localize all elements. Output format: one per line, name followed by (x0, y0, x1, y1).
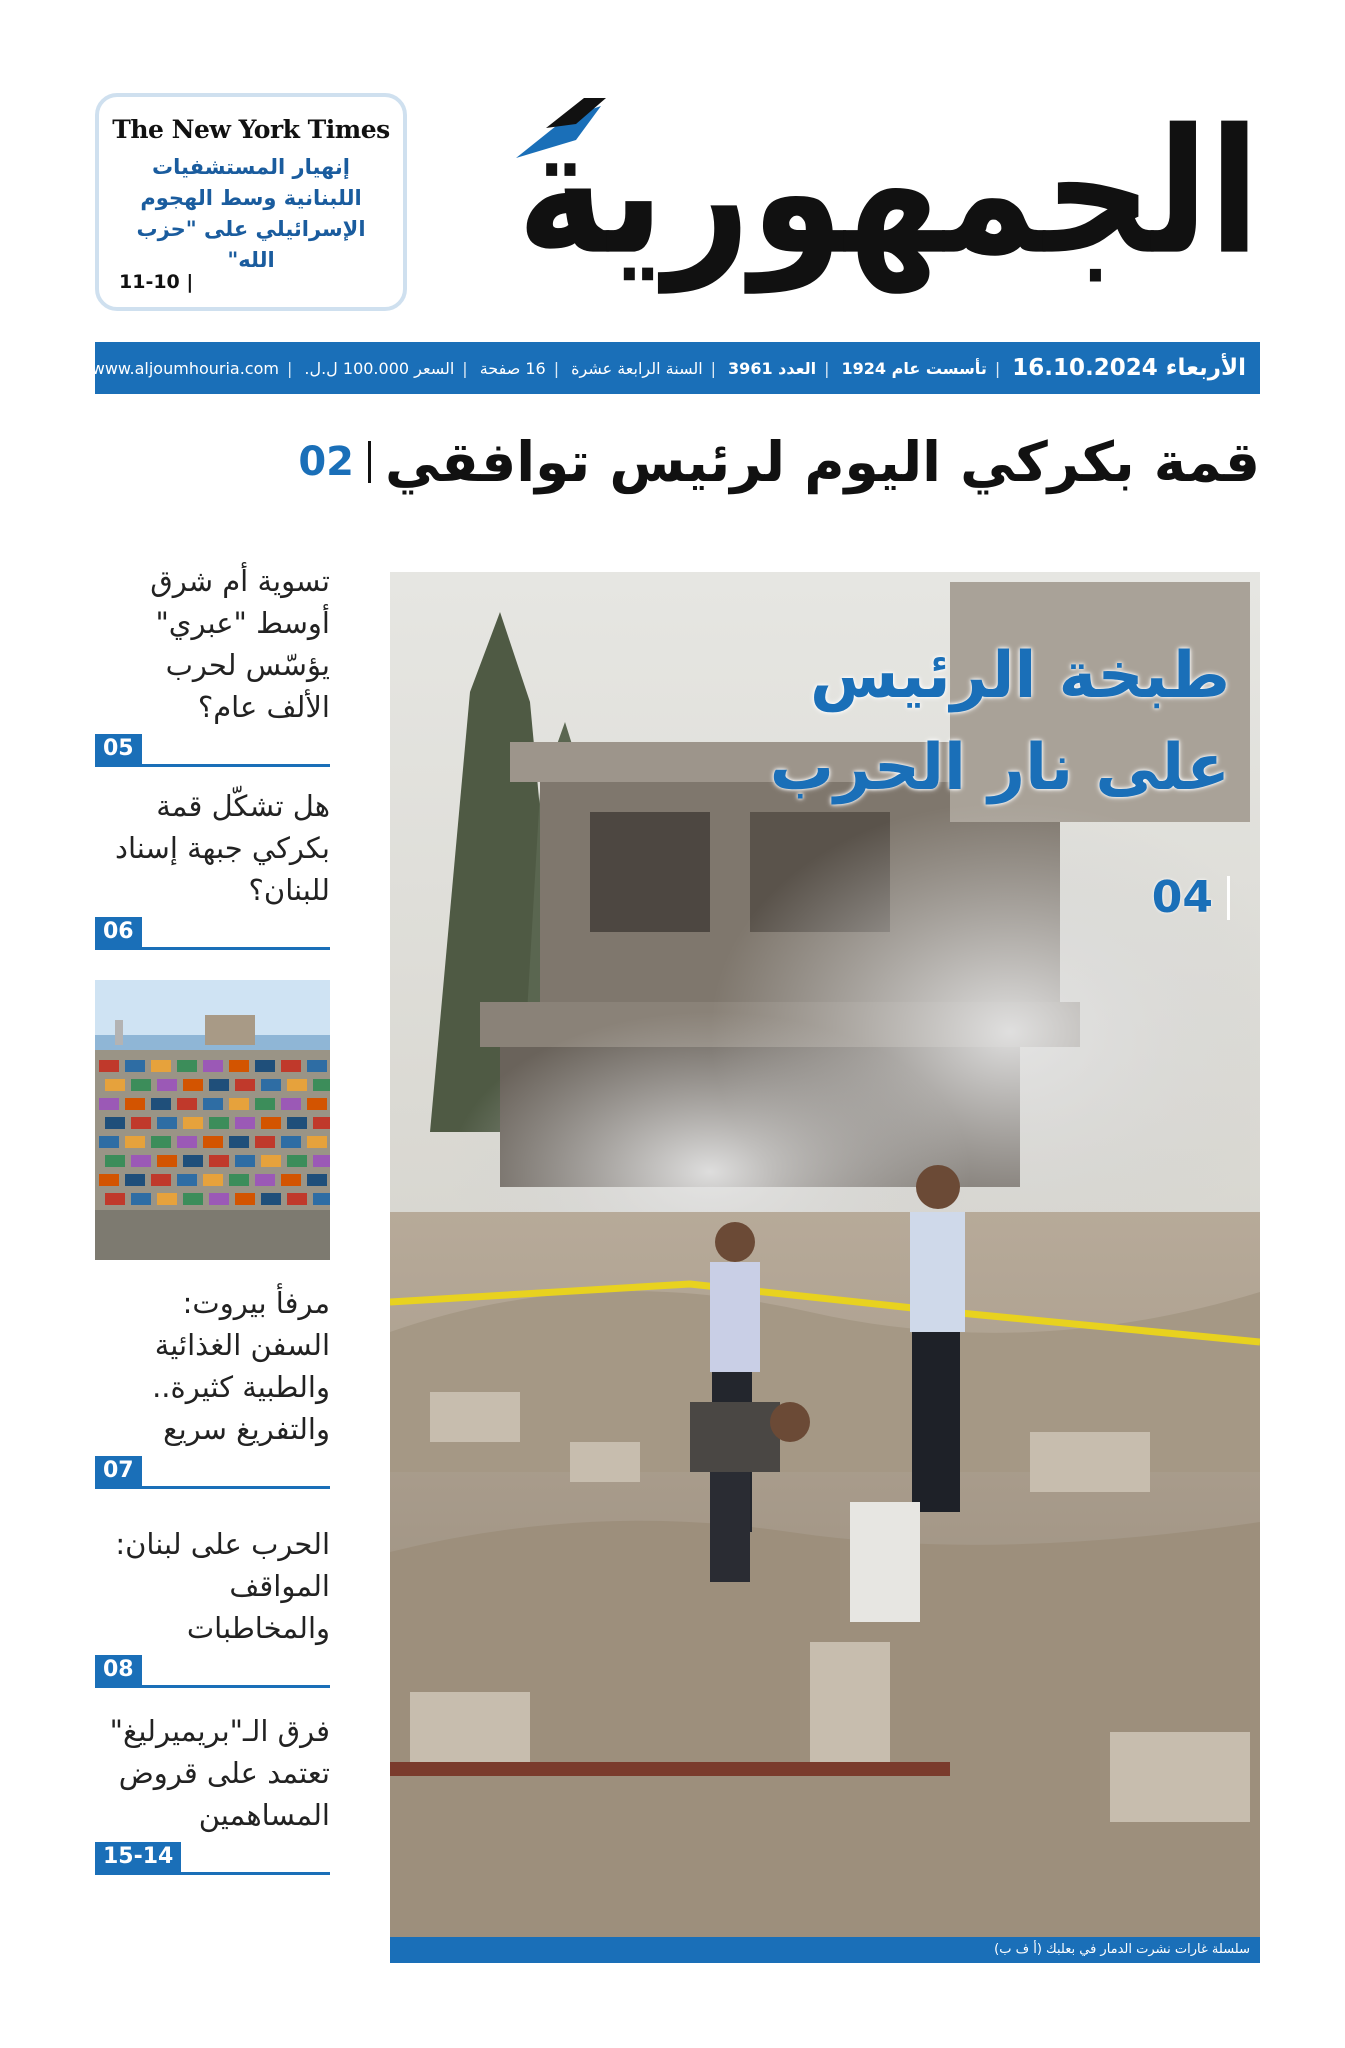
sidebar-page-tag (95, 917, 330, 950)
sidebar-page-tag (95, 1842, 330, 1875)
separator: | (994, 358, 1001, 378)
sidebar-story-text: مرفأ بيروت: السفن الغذائية والطبية كثيرة.. والتفريغ سريع (152, 1286, 330, 1446)
container-shape (209, 1117, 229, 1129)
photo-caption (390, 1937, 1260, 1963)
container-shape (229, 1174, 249, 1186)
container-shape (229, 1060, 249, 1072)
container-shape (157, 1193, 177, 1205)
container-shape (255, 1174, 275, 1186)
container-shape (183, 1155, 203, 1167)
container-shape (125, 1136, 145, 1148)
container-shape (261, 1079, 281, 1091)
container-shape (151, 1060, 171, 1072)
container-shape (203, 1098, 223, 1110)
container-shape (125, 1060, 145, 1072)
container-shape (313, 1117, 330, 1129)
container-shape (307, 1174, 327, 1186)
website-link[interactable]: www.aljoumhouria.com (91, 358, 279, 378)
container-shape (261, 1117, 281, 1129)
sidebar-page-number: 08 (95, 1655, 142, 1685)
container-shape (313, 1079, 330, 1091)
container-shape (287, 1117, 307, 1129)
sidebar-story-4[interactable] (95, 1523, 330, 1688)
container-shape (177, 1136, 197, 1148)
container-shape (177, 1098, 197, 1110)
container-shape (235, 1117, 255, 1129)
separator: | (286, 358, 293, 378)
main-headline[interactable] (170, 430, 1260, 494)
issue-price: السعر 100.000 ل.ل. (304, 358, 455, 378)
container-shape (131, 1117, 151, 1129)
container-shape (307, 1136, 327, 1148)
container-shape (261, 1193, 281, 1205)
container-shape (313, 1155, 330, 1167)
container-shape (177, 1060, 197, 1072)
container-shape (131, 1155, 151, 1167)
sidebar-story-1[interactable] (95, 560, 330, 767)
issue-info-bar (91, 342, 1260, 394)
container-shape (131, 1079, 151, 1091)
sidebar-page-number: 07 (95, 1456, 142, 1486)
container-shape (261, 1155, 281, 1167)
container-shape (157, 1079, 177, 1091)
container-shape (229, 1136, 249, 1148)
sidebar-page-tag (95, 1655, 330, 1688)
sidebar-story-5[interactable] (95, 1710, 330, 1875)
container-shape (157, 1155, 177, 1167)
divider (368, 441, 371, 483)
container-shape (307, 1098, 327, 1110)
container-shape (105, 1193, 125, 1205)
container-shape (203, 1060, 223, 1072)
container-shape (105, 1117, 125, 1129)
separator: | (710, 358, 717, 378)
separator: | (462, 358, 468, 378)
photo-page-ref (1152, 872, 1230, 923)
sidebar-story-text: تسوية أم شرق أوسط "عبري" يؤسّس لحرب الألف عام؟ (150, 564, 330, 724)
main-headline-page: 02 (298, 439, 354, 485)
container-shape (235, 1079, 255, 1091)
sidebar-page-number: 06 (95, 917, 142, 947)
issue-day: الأربعاء (1165, 355, 1246, 381)
container-shape (287, 1193, 307, 1205)
port-photo-image (95, 980, 330, 1260)
nyt-teaser-box[interactable] (95, 93, 407, 311)
container-shape (313, 1193, 330, 1205)
container-shape (307, 1060, 327, 1072)
container-shape (203, 1136, 223, 1148)
nyt-page-ref: 11-10 | (119, 271, 194, 293)
port-photo[interactable] (95, 980, 330, 1260)
container-shape (99, 1060, 119, 1072)
container-shape (125, 1098, 145, 1110)
container-shape (209, 1079, 229, 1091)
container-shape (151, 1098, 171, 1110)
container-shape (281, 1174, 301, 1186)
sidebar-page-tag (95, 734, 330, 767)
container-shape (151, 1136, 171, 1148)
container-shape (183, 1193, 203, 1205)
separator: | (553, 358, 560, 378)
sidebar-story-2[interactable] (95, 785, 330, 950)
nyt-logo: The New York Times (112, 115, 390, 144)
container-shape (281, 1098, 301, 1110)
container-shape (105, 1079, 125, 1091)
container-shape (105, 1155, 125, 1167)
container-shape (131, 1193, 151, 1205)
nyt-teaser-text: إنهيار المستشفيات اللبنانية وسط الهجوم الإسرائيلي على "حزب الله" (136, 155, 366, 272)
container-shape (281, 1136, 301, 1148)
container-shape (183, 1117, 203, 1129)
container-shape (209, 1155, 229, 1167)
container-shape (177, 1174, 197, 1186)
container-shape (157, 1117, 177, 1129)
container-shape (99, 1174, 119, 1186)
issue-year: السنة الرابعة عشرة (571, 358, 703, 378)
photo-headline-line1: طبخة الرئيس (809, 639, 1230, 713)
container-shape (229, 1098, 249, 1110)
container-shape (255, 1098, 275, 1110)
container-shape (203, 1174, 223, 1186)
container-shape (183, 1079, 203, 1091)
container-shape (235, 1155, 255, 1167)
sidebar-page-number: 15-14 (95, 1842, 181, 1872)
issue-date: 16.10.2024 (1012, 355, 1158, 381)
container-shape (235, 1193, 255, 1205)
separator: | (824, 358, 830, 378)
photo-headline-line2: على نار الحرب (769, 731, 1230, 805)
sidebar-story-text: فرق الـ"بريميرليغ" تعتمد على قروض المساهمين (109, 1714, 330, 1832)
sidebar-story-3[interactable] (95, 1282, 330, 1489)
container-shape (99, 1098, 119, 1110)
sidebar-page-tag (95, 1456, 330, 1489)
masthead-title: الجمهورية (516, 92, 1260, 294)
photo-headline[interactable] (770, 630, 1230, 814)
masthead (500, 80, 1260, 320)
container-shape (287, 1079, 307, 1091)
container-shape (125, 1174, 145, 1186)
photo-caption-text: سلسلة غارات نشرت الدمار في بعلبك (أ ف ب) (994, 1942, 1250, 1957)
container-shape (209, 1193, 229, 1205)
issue-founded: تأسست عام 1924 (841, 358, 987, 378)
container-shape (281, 1060, 301, 1072)
container-shape (99, 1136, 119, 1148)
container-shape (255, 1136, 275, 1148)
issue-pages: 16 صفحة (479, 358, 546, 378)
container-shape (287, 1155, 307, 1167)
photo-page-number: 04 (1151, 872, 1213, 923)
container-shape (151, 1174, 171, 1186)
sidebar-story-text: الحرب على لبنان: المواقف والمخاطبات (115, 1527, 330, 1645)
issue-number: العدد 3961 (728, 358, 817, 378)
main-headline-text: قمة بكركي اليوم لرئيس توافقي (384, 430, 1260, 494)
sidebar-page-number: 05 (95, 734, 142, 764)
container-shape (255, 1060, 275, 1072)
sidebar-story-text: هل تشكّل قمة بكركي جبهة إسناد للبنان؟ (115, 789, 330, 907)
divider (1227, 876, 1230, 920)
